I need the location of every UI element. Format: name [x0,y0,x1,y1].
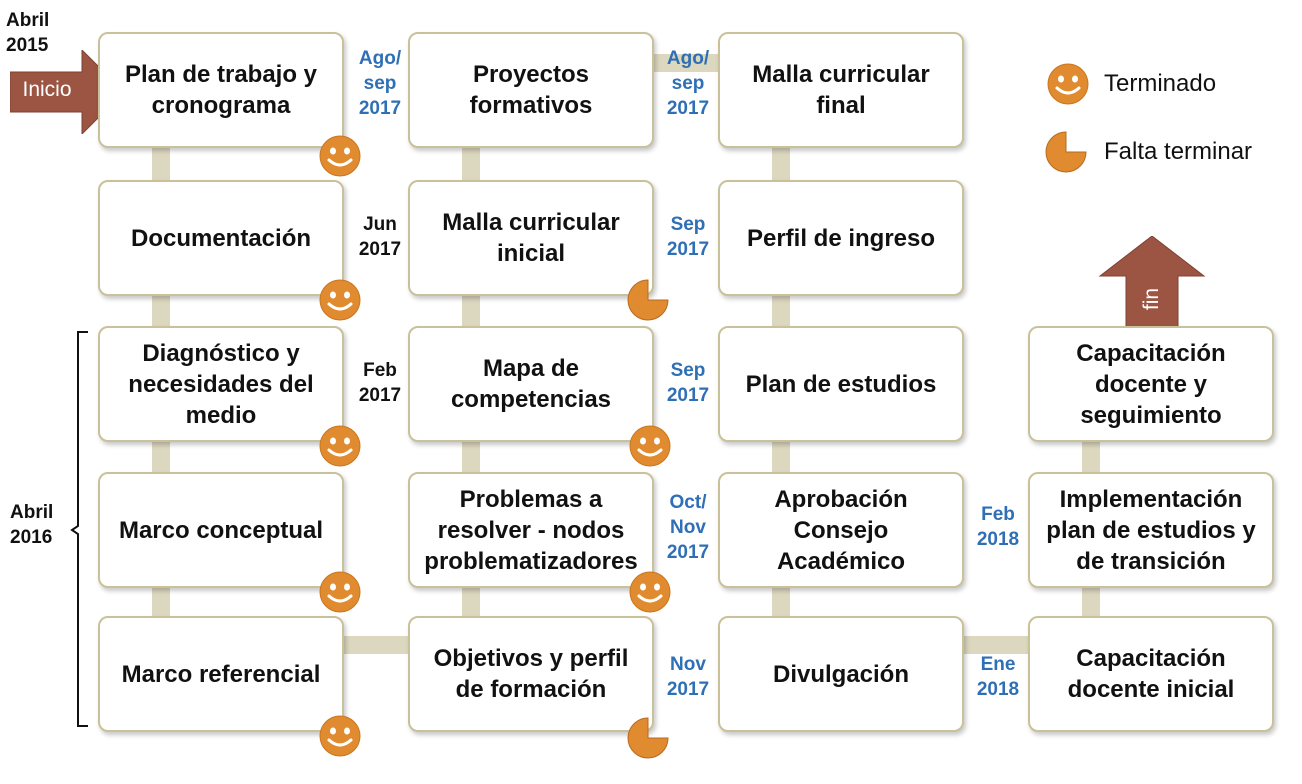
legend-partial-pie-icon [1044,130,1088,174]
step-text: Proyectos formativos [469,61,593,119]
step-text: Capacitación docente inicial [1067,645,1235,703]
start-arrow-label: Inicio [22,78,72,101]
step-documentacion [98,180,344,296]
step-text: Diagnóstico y necesidades del medio [128,339,314,429]
date-label: Feb 2018 [976,504,1020,550]
step-capacitacion-inicial [1028,616,1274,732]
step-text: Perfil de ingreso [746,224,936,252]
smiley-icon [628,424,672,468]
smiley-icon [318,424,362,468]
legend-smiley-icon [1046,62,1090,106]
smiley-icon [318,570,362,614]
date-label: Ene 2018 [976,654,1020,700]
step-text: Malla curricular final [752,61,930,119]
step-text: Aprobación Consejo Académico [774,485,908,575]
step-proyectos-formativos [408,32,654,148]
date-label: Sep 2017 [666,214,710,260]
date-label: Ago/ sep 2017 [358,48,402,119]
step-malla-inicial [408,180,654,296]
step-divulgacion [718,616,964,732]
step-mapa-competencias [408,326,654,442]
date-label: Oct/ Nov 2017 [666,492,710,563]
step-implementacion [1028,472,1274,588]
date-label: Feb 2017 [358,360,402,406]
end-arrow-text: fin [1140,287,1163,311]
date-label: Ago/ sep 2017 [666,48,710,119]
step-text: Plan de estudios [745,370,937,398]
smiley-icon [318,134,362,178]
step-marco-referencial [98,616,344,732]
step-text: Malla curricular inicial [442,209,620,267]
step-text: Objetivos y perfil de formación [433,645,629,703]
step-text: Divulgación [772,660,910,688]
step-plan-trabajo [98,32,344,148]
step-text: Implementación plan de estudios y de transición [1046,485,1256,575]
step-diagnostico [98,326,344,442]
date-label: Nov 2017 [666,654,710,700]
connector [344,636,414,654]
smiley-icon [628,570,672,614]
step-text: Marco referencial [121,660,321,688]
step-text: Mapa de competencias [450,355,612,413]
smiley-icon [318,278,362,322]
legend-pending-label: Falta terminar [1104,138,1253,165]
date-label: Jun 2017 [358,214,402,260]
step-malla-final [718,32,964,148]
step-problemas [408,472,654,588]
step-text: Problemas a resolver - nodos problematizadores [424,485,638,575]
step-perfil-ingreso [718,180,964,296]
step-capacitacion-seguimiento [1028,326,1274,442]
partial-pie-icon [626,278,670,322]
step-marco-conceptual [98,472,344,588]
bracket-date-label: Abril 2016 [10,502,54,548]
step-objetivos-perfil [408,616,654,732]
step-text: Marco conceptual [118,516,324,544]
step-plan-estudios [718,326,964,442]
partial-pie-icon [626,716,670,760]
end-arrow-label [1137,279,1167,319]
step-text: Documentación [130,224,312,252]
legend-done-label: Terminado [1104,70,1217,97]
step-aprobacion [718,472,964,588]
start-date-label: Abril 2015 [6,10,50,56]
step-text: Capacitación docente y seguimiento [1076,339,1226,429]
step-text: Plan de trabajo y cronograma [124,61,318,119]
smiley-icon [318,714,362,758]
date-label: Sep 2017 [666,360,710,406]
